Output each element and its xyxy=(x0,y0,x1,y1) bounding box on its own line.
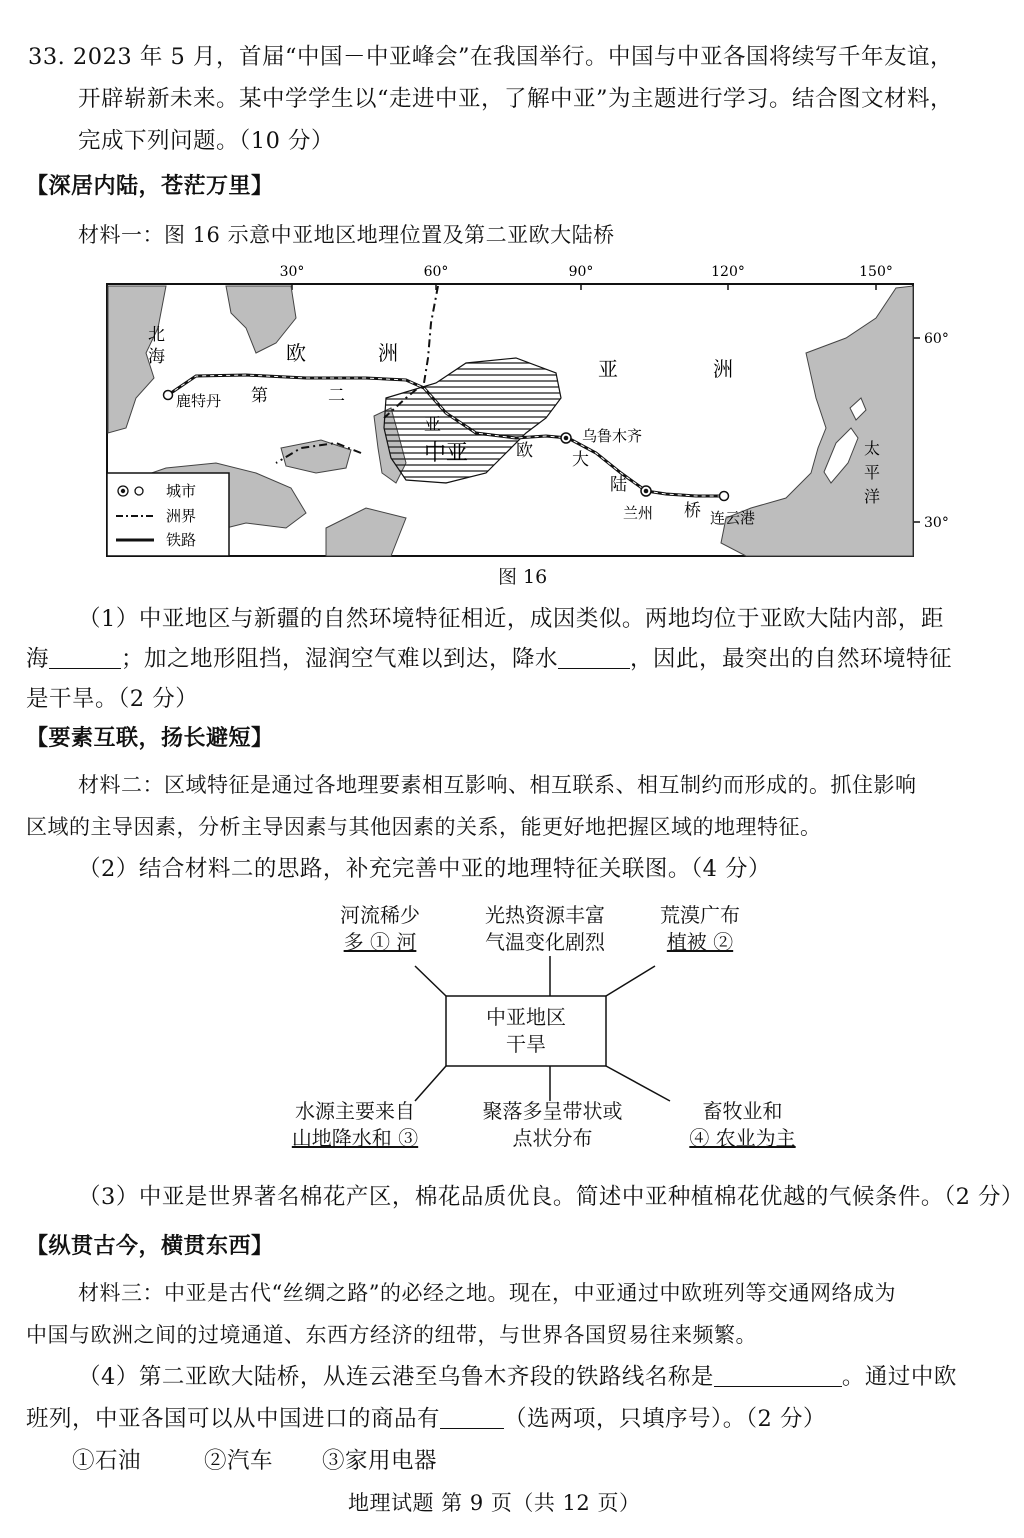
node-top-center: 光热资源丰富 气温变化剧烈 xyxy=(485,903,605,954)
question-intro-line-3: 完成下列问题。（10 分） xyxy=(78,128,335,154)
lon-label: 90° xyxy=(568,264,594,280)
material-3-line-2: 中国与欧洲之间的过境通道、东西方经济的纽带，与世界各国贸易往来频繁。 xyxy=(26,1323,757,1347)
q1-line-1: （1）中亚地区与新疆的自然环境特征相近，成因类似。两地均位于亚欧大陆内部，距 xyxy=(78,606,944,632)
label-europe-2: 洲 xyxy=(378,341,398,365)
label-urumqi: 乌鲁木齐 xyxy=(582,427,643,445)
node-bottom-left: 水源主要来自 山地降水和 ③ xyxy=(291,1099,419,1150)
city-lianyungang-marker xyxy=(720,492,729,501)
map-caption: 图 16 xyxy=(498,566,548,588)
lon-label: 120° xyxy=(711,264,745,280)
lon-label: 30° xyxy=(279,264,305,280)
question-intro-line-1: 33. 2023 年 5 月，首届“中国－中亚峰会”在我国举行。中国与中亚各国将续写千年友谊， xyxy=(28,44,953,70)
bridge-char: 大 xyxy=(572,450,589,470)
section-heading-1: 【深居内陆，苍茫万里】 xyxy=(26,174,274,199)
legend-boundary: 洲界 xyxy=(166,507,197,525)
bridge-char: 桥 xyxy=(684,501,701,521)
legend-city: 城市 xyxy=(166,482,197,500)
section-heading-2: 【要素互联，扬长避短】 xyxy=(26,726,274,751)
q1-line-3: 是干旱。（2 分） xyxy=(26,686,199,712)
bridge-char: 第 xyxy=(251,386,268,406)
bridge-char: 欧 xyxy=(516,441,533,461)
lon-label: 150° xyxy=(859,264,893,280)
node-top-right: 荒漠广布 植被 ② xyxy=(660,903,740,954)
city-lanzhou-marker xyxy=(644,489,649,494)
q1-blank-2[interactable] xyxy=(558,646,630,669)
q1-line-2: 海 ；加之地形阻挡，湿润空气难以到达，降水 ，因此，最突出的自然环境特征 xyxy=(26,646,953,672)
label-rotterdam: 鹿特丹 xyxy=(176,392,222,410)
central-asia-map xyxy=(106,258,976,588)
label-lanzhou: 兰州 xyxy=(623,504,654,522)
node-bottom-center: 聚落多呈带状或 点状分布 xyxy=(482,1099,623,1150)
lon-label: 60° xyxy=(423,264,449,280)
q4-blank-2[interactable] xyxy=(440,1406,504,1429)
question-intro-line-2: 开辟崭新未来。某中学学生以“走进中亚，了解中亚”为主题进行学习。结合图文材料， xyxy=(78,86,954,112)
label-north-sea: 北海 xyxy=(148,325,165,367)
city-urumqi-marker xyxy=(564,436,569,441)
page-footer: 地理试题 第 9 页（共 12 页） xyxy=(348,1491,641,1515)
section-heading-3: 【纵贯古今，横贯东西】 xyxy=(26,1234,274,1259)
material-2-line-2: 区域的主导因素，分析主导因素与其他因素的关系，能更好地把握区域的地理特征。 xyxy=(26,815,822,839)
label-central-asia: 中亚 xyxy=(424,441,469,466)
option-3: ③家用电器 xyxy=(322,1448,438,1474)
legend-railway: 铁路 xyxy=(166,531,197,549)
option-1: ①石油 xyxy=(72,1448,142,1474)
center-text: 中亚地区 干旱 xyxy=(486,1005,566,1056)
q2: （2）结合材料二的思路，补充完善中亚的地理特征关联图。（4 分） xyxy=(78,856,772,882)
bridge-char: 亚 xyxy=(424,415,441,435)
label-asia-1: 亚 xyxy=(598,357,618,381)
feature-diagram xyxy=(270,896,796,1166)
lat-label: 60° xyxy=(924,331,949,347)
material-2-line-1: 材料二：区域特征是通过各地理要素相互影响、相互联系、相互制约而形成的。抓住影响 xyxy=(78,773,917,797)
bridge-char: 陆 xyxy=(610,475,627,495)
label-europe-1: 欧 xyxy=(286,341,306,365)
label-pacific: 太平洋 xyxy=(864,439,881,506)
city-rotterdam-marker xyxy=(164,391,173,400)
bridge-char: 二 xyxy=(328,386,345,406)
q1-blank-1[interactable] xyxy=(49,646,121,669)
material-3-line-1: 材料三：中亚是古代“丝绸之路”的必经之地。现在，中亚通过中欧班列等交通网络成为 xyxy=(78,1281,896,1305)
q3: （3）中亚是世界著名棉花产区，棉花品质优良。简述中亚种植棉花优越的气候条件。（2 分） xyxy=(78,1184,1024,1210)
q4-line-2: 班列，中亚各国可以从中国进口的商品有 （选两项，只填序号）。（2 分） xyxy=(26,1406,826,1432)
node-top-left: 河流稀少 多 ① 河 xyxy=(340,903,420,954)
label-asia-2: 洲 xyxy=(713,357,733,381)
q4-line-1: （4）第二亚欧大陆桥，从连云港至乌鲁木齐段的铁路线名称是 。通过中欧 xyxy=(78,1364,957,1390)
node-bottom-right: 畜牧业和 ④ 农业为主 xyxy=(689,1099,796,1150)
material-1: 材料一：图 16 示意中亚地区地理位置及第二亚欧大陆桥 xyxy=(78,223,615,247)
lat-label: 30° xyxy=(924,515,949,531)
option-2: ②汽车 xyxy=(204,1448,274,1474)
q4-blank-1[interactable] xyxy=(714,1364,842,1387)
label-lianyungang: 连云港 xyxy=(710,509,756,527)
